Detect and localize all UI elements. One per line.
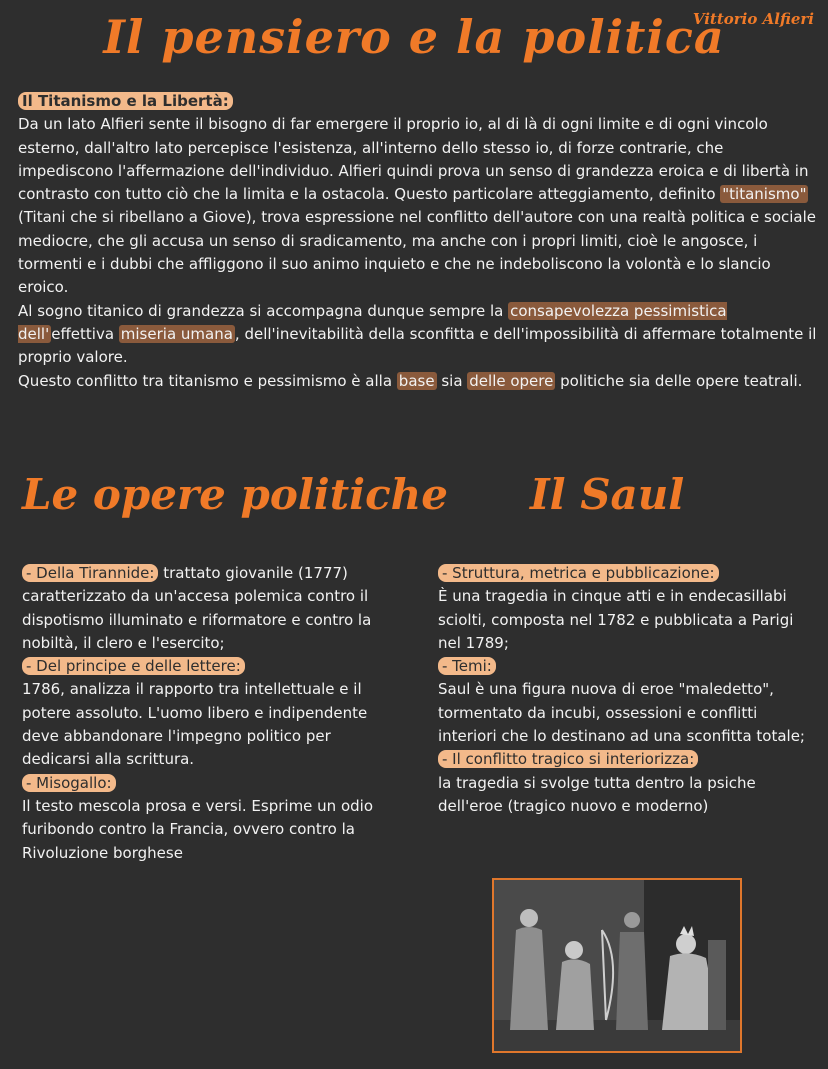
intro-text: , dell'inevitabilità della sconfitta e dell'impossibilità di affermare totalmente il proprio valore.	[18, 324, 817, 367]
item-text: la tragedia si svolge tutta dentro la psiche dell'eroe (tragico nuovo e moderno)	[438, 773, 756, 815]
item-text: 1786, analizza il rapporto tra intellettuale e il potere assoluto. L'uomo libero e indipendente deve abbandonare l'impegno politico per dedicarsi alla scrittura.	[22, 680, 368, 769]
list-item	[438, 748, 812, 818]
highlight-base: base	[398, 371, 435, 390]
page-title: Il pensiero e la politica	[103, 10, 725, 64]
list-item	[22, 562, 402, 655]
intro-text: Da un lato Alfieri sente il bisogno di far emergere il proprio io, al di là di ogni limite e di ogni vincolo esterno, dall'altro lato percepisce l'esistenza, all'interno dello stesso io, di forze contrarie, che impediscono l'affermazione dell'individuo. Alfieri quindi prova un senso di grandezza eroica e di libertà in contrasto con tutto ciò che la limita e la ostacola. Questo particolare atteggiamento, definito	[18, 115, 809, 204]
list-item	[22, 772, 402, 865]
heading-saul: Il Saul	[530, 470, 685, 519]
list-item	[438, 562, 812, 655]
item-text: È una tragedia in cinque atti e in endecasillabi sciolti, composta nel 1782 e pubblicata a Parigi nel 1789;	[438, 587, 794, 652]
intro-text: effettiva	[51, 324, 119, 343]
intro-section	[18, 90, 818, 393]
item-label: - Della Tirannide:	[22, 564, 158, 582]
item-label: - Il conflitto tragico si interiorizza:	[438, 750, 698, 768]
intro-text: sia	[436, 371, 468, 390]
column-opere-politiche	[22, 562, 402, 865]
item-label: - Temi:	[438, 657, 496, 675]
intro-text: Al sogno titanico di grandezza si accompagna dunque sempre la	[18, 301, 509, 320]
intro-text: Questo conflitto tra titanismo e pessimismo è alla	[18, 371, 397, 390]
author-signature: Vittorio Alfieri	[692, 10, 814, 28]
heading-opere-politiche: Le opere politiche	[22, 470, 448, 519]
highlight-miseria: miseria umana	[120, 324, 233, 343]
highlight-titanismo: "titanismo"	[722, 185, 807, 204]
intro-text: (Titani che si ribellano a Giove), trova espressione nel conflitto dell'autore con una realtà politica e sociale mediocre, che gli accusa un senso di sradicamento, ma anche con i propri limiti, cioè le angosce, i tormenti e i dubbi che affliggono il suo animo inquieto e che ne indeboliscono la volontà e lo slancio eroico.	[18, 208, 817, 297]
intro-paragraph-1	[18, 113, 818, 299]
list-item	[22, 655, 402, 771]
saul-engraving-image	[492, 878, 742, 1053]
item-text: Il testo mescola prosa e versi. Esprime un odio furibondo contro la Francia, ovvero contro la Rivoluzione borghese	[22, 796, 373, 862]
column-saul	[438, 562, 812, 818]
item-text: trattato giovanile (1777) caratterizzato da un'accesa polemica contro il dispotismo illuminato e riformatore e contro la nobiltà, il clero e l'esercito;	[22, 564, 372, 652]
item-label: - Struttura, metrica e pubblicazione:	[438, 564, 719, 582]
highlight-opere: delle opere	[469, 371, 554, 390]
item-text: Saul è una figura nuova di eroe "maledetto", tormentato da incubi, ossessioni e conflitti interiori che lo destinano ad una sconfitta totale;	[438, 680, 805, 746]
item-label: - Del principe e delle lettere:	[22, 657, 245, 675]
intro-paragraph-3	[18, 370, 818, 393]
intro-text: politiche sia delle opere teatrali.	[555, 371, 803, 390]
item-label: - Misogallo:	[22, 774, 116, 792]
highlight-consapevolezza: consapevolezza pessimistica dell'	[18, 301, 727, 343]
list-item	[438, 655, 812, 748]
engraving-illustration	[494, 880, 740, 1051]
intro-section-title: Il Titanismo e la Libertà:	[18, 92, 233, 110]
intro-paragraph-2	[18, 300, 818, 370]
